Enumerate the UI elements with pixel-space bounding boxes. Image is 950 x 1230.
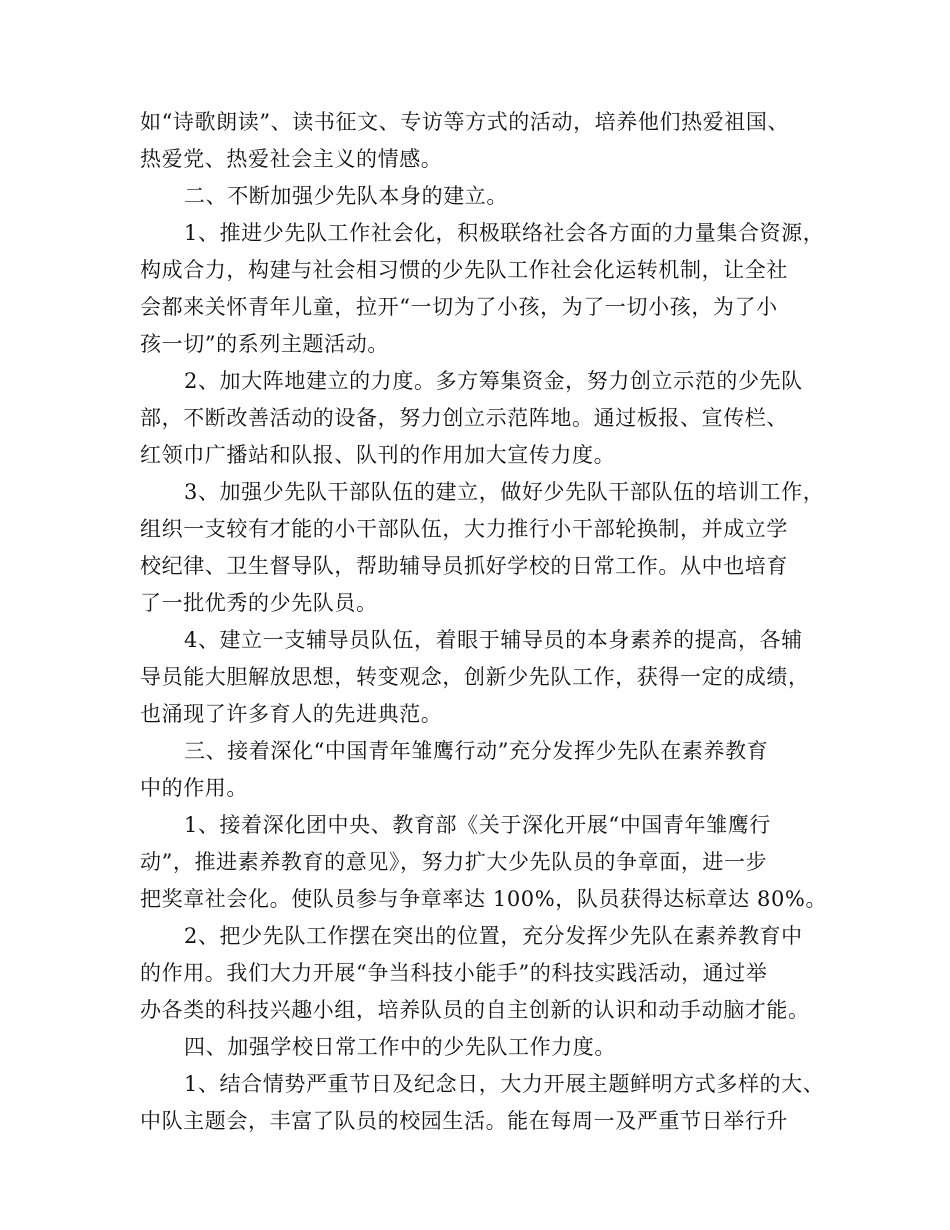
document-body <box>140 104 830 1140</box>
text-line: 会都来关怀青年儿童，拉开“一切为了小孩，为了一切小孩，为了小 <box>140 295 778 319</box>
text-line: 2、把少先队工作摆在突出的位置，充分发挥少先队在素养教育中 <box>184 924 803 948</box>
text-line: 孩一切”的系列主题活动。 <box>140 332 389 356</box>
text-line: 校纪律、卫生督导队，帮助辅导员抓好学校的日常工作。从中也培育 <box>140 554 788 578</box>
text-line: 导员能大胆解放思想，转变观念，创新少先队工作，获得一定的成绩， <box>140 665 810 689</box>
text-line: 二、不断加强少先队本身的建立。 <box>184 184 508 208</box>
text-line: 的作用。我们大力开展“争当科技小能手”的科技实践活动，通过举 <box>140 961 768 985</box>
text-line: 部，不断改善活动的设备，努力创立示范阵地。通过板报、宣传栏、 <box>140 406 788 430</box>
text-line: 热爱党、热爱社会主义的情感。 <box>140 147 443 171</box>
text-line: 1、接着深化团中央、教育部《关于深化开展“中国青年雏鹰行 <box>184 813 771 837</box>
text-line: 把奖章社会化。使队员参与争章率达 100%，队员获得达标章达 80%。 <box>140 887 828 911</box>
text-line: 1、结合情势严重节日及纪念日，大力开展主题鲜明方式多样的大、 <box>184 1072 825 1096</box>
text-line: 1、推进少先队工作社会化，积极联络社会各方面的力量集合资源， <box>184 221 825 245</box>
text-line: 红领巾广播站和队报、队刊的作用加大宣传力度。 <box>140 443 616 467</box>
text-line: 构成合力，构建与社会相习惯的少先队工作社会化运转机制，让全社 <box>140 258 788 282</box>
text-line: 动”，推进素养教育的意见》，努力扩大少先队员的争章面，进一步 <box>140 850 768 874</box>
text-line: 三、接着深化“中国青年雏鹰行动”充分发挥少先队在素养教育 <box>184 739 769 763</box>
text-line: 也涌现了许多育人的先进典范。 <box>140 702 443 726</box>
text-line: 如“诗歌朗读”、读书征文、专访等方式的活动，培养他们热爱祖国、 <box>140 110 790 134</box>
text-line: 4、建立一支辅导员队伍，着眼于辅导员的本身素养的提高，各辅 <box>184 628 803 652</box>
text-line: 中队主题会，丰富了队员的校园生活。能在每周一及严重节日举行升 <box>140 1109 788 1133</box>
text-line: 3、加强少先队干部队伍的建立，做好少先队干部队伍的培训工作， <box>184 480 825 504</box>
text-line: 中的作用。 <box>140 776 248 800</box>
text-line: 办各类的科技兴趣小组，培养队员的自主创新的认识和动手动脑才能。 <box>140 998 810 1022</box>
text-line: 2、加大阵地建立的力度。多方筹集资金，努力创立示范的少先队 <box>184 369 803 393</box>
text-line: 组织一支较有才能的小干部队伍，大力推行小干部轮换制，并成立学 <box>140 517 788 541</box>
text-line: 四、加强学校日常工作中的少先队工作力度。 <box>184 1035 616 1059</box>
text-line: 了一批优秀的少先队员。 <box>140 591 378 615</box>
